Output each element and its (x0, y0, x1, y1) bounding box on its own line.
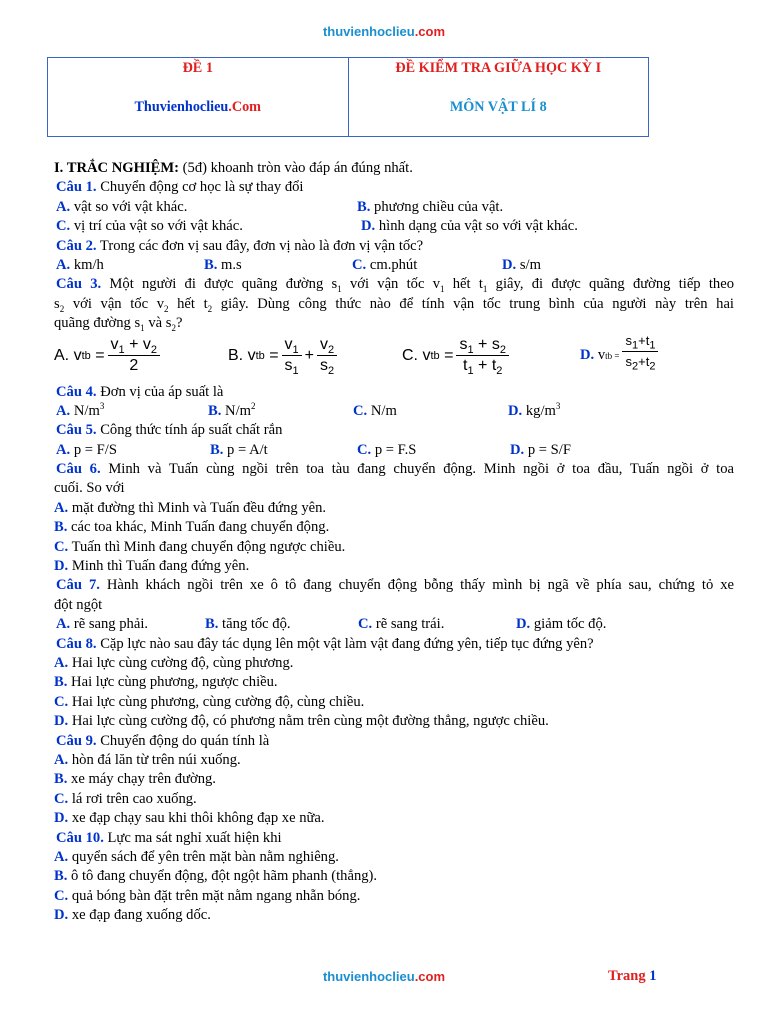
q3-text: với vận tốc v (64, 295, 164, 312)
option-label: B. (54, 519, 68, 536)
var: s (625, 354, 632, 370)
option-c[interactable] (54, 790, 734, 809)
section-heading: I. TRẮC NGHIỆM: (54, 160, 180, 176)
option-text: xe đạp chạy sau khi thôi không đạp xe nữa. (71, 810, 325, 827)
q3-text: với vận tốc v (341, 276, 440, 293)
option-text: ô tô đang chuyển động, đột ngột hãm phanh (thẳng). (71, 868, 378, 885)
option-label: D. (516, 616, 531, 633)
question-3-line2 (54, 295, 734, 314)
option-b[interactable] (54, 673, 734, 692)
sub: 2 (59, 303, 65, 314)
option-text: rẽ sang trái. (375, 616, 445, 633)
option-label: C. (352, 256, 367, 273)
sub: 2 (499, 344, 506, 357)
question-text: Đơn vị của áp suất là (96, 383, 224, 400)
option-label: D. (361, 218, 376, 235)
option-label: B. (54, 771, 68, 788)
option-text: hình dạng của vật so với vật khác. (378, 218, 578, 235)
option-text: xe đạp đang xuống dốc. (71, 907, 211, 924)
q3-text: và s (144, 315, 172, 332)
fraction (317, 335, 337, 376)
header-right-cell (348, 58, 649, 136)
option-b[interactable] (54, 867, 734, 886)
option-text: lá rơi trên cao xuống. (71, 790, 197, 807)
option-label: D. (580, 347, 595, 364)
option-text: p = A/t (227, 441, 268, 458)
option-label: D. (54, 810, 69, 827)
question-label: Câu 2. (56, 237, 97, 254)
question-6-line1 (54, 460, 734, 479)
option-a[interactable] (54, 848, 734, 867)
option-text: Minh thì Tuấn đang đứng yên. (71, 558, 250, 575)
q3-text: giây, đi được quãng đường tiếp theo (487, 276, 734, 293)
page-number (608, 968, 656, 985)
option-b[interactable] (210, 441, 268, 460)
option-c[interactable] (353, 402, 397, 421)
page-num: 1 (649, 968, 657, 984)
q3-text: s (54, 295, 60, 312)
option-text: rẽ sang phải. (73, 616, 149, 633)
question-text: Trong các đơn vị sau đây, đơn vị nào là đơn vị vận tốc? (96, 237, 424, 254)
question-3-line1 (54, 275, 734, 294)
formula-label: A. v (54, 346, 82, 364)
option-label: B. (204, 256, 218, 273)
option-d[interactable] (516, 615, 606, 634)
option-b[interactable] (54, 518, 734, 537)
option-text: xe máy chạy trên đường. (71, 771, 216, 788)
question-text: cuối. So với (54, 480, 125, 497)
option-text: vật so với vật khác. (73, 198, 188, 215)
option-label: B. (54, 868, 68, 885)
q3-text: Một người đi được quãng đường s (101, 276, 338, 293)
var: s (625, 333, 632, 349)
sub: 1 (292, 365, 299, 378)
option-label: A. (54, 499, 69, 516)
question-5 (54, 421, 734, 440)
option-d[interactable] (508, 402, 560, 421)
question-8 (54, 635, 734, 654)
sub: 1 (482, 284, 488, 295)
sub: 1 (140, 323, 145, 334)
option-d[interactable] (361, 217, 578, 236)
option-a[interactable] (56, 441, 117, 460)
site-header (0, 24, 768, 39)
sup: 3 (555, 401, 561, 412)
option-label: C. (54, 790, 69, 807)
option-text: m.s (221, 256, 242, 273)
option-label: D. (54, 713, 69, 730)
option-text: kg/m (525, 402, 556, 419)
option-label: C. (54, 693, 69, 710)
option-text: Hai lực cùng cường độ, cùng phương. (71, 654, 294, 671)
option-a[interactable] (56, 198, 187, 217)
option-label: C. (357, 441, 372, 458)
exam-title: ĐỀ KIỂM TRA GIỮA HỌC KỲ I (395, 60, 602, 76)
site-domain: .com (414, 24, 446, 39)
var: s (284, 357, 293, 375)
option-d[interactable] (510, 441, 571, 460)
option-b[interactable] (208, 402, 256, 421)
option-text: N/m (73, 402, 100, 419)
option-text: cm.phút (369, 256, 418, 273)
q3-text: hết t (444, 276, 483, 293)
option-label: A. (54, 751, 69, 768)
site-name: thuvienhoclieu (322, 969, 415, 984)
option-label: D. (502, 256, 517, 273)
section-title (54, 159, 734, 178)
option-text: giảm tốc độ. (533, 616, 607, 633)
option-d[interactable] (54, 809, 734, 828)
option-label: B. (205, 616, 219, 633)
option-text: p = F/S (73, 441, 117, 458)
sup: 3 (99, 401, 105, 412)
question-6-line2 (54, 479, 734, 498)
plus: + (129, 336, 139, 354)
formula-label: C. v (402, 346, 431, 364)
var: s (491, 336, 500, 354)
var: t (645, 333, 650, 349)
q4-options (54, 402, 734, 421)
brand (48, 99, 348, 116)
header-left-cell (48, 58, 348, 136)
fraction (282, 335, 302, 376)
option-text: km/h (73, 256, 104, 273)
q3-text: ? (175, 315, 183, 332)
denominator: 2 (129, 357, 139, 375)
question-text: Chuyển động do quán tính là (96, 732, 270, 749)
option-a[interactable] (56, 615, 148, 634)
option-c[interactable] (357, 441, 416, 460)
plus: + (478, 336, 488, 354)
page-word: Trang (608, 968, 646, 984)
question-4 (54, 383, 734, 402)
option-text: hòn đá lăn từ trên núi xuống. (71, 751, 241, 768)
option-label: C. (358, 616, 373, 633)
brand-name: Thuvienhoclieu (134, 99, 229, 115)
sub: 2 (150, 344, 158, 357)
sub: 2 (496, 365, 503, 378)
option-text: quả bóng bàn đặt trên mặt nằm ngang nhẵn bóng. (71, 887, 361, 904)
option-text: Hai lực cùng phương, cùng cường độ, cùng chiều. (71, 693, 365, 710)
question-text: Cặp lực nào sau đây tác dụng lên một vật làm vật đang đứng yên, tiếp tục đứng yên? (96, 635, 594, 652)
option-b[interactable] (54, 770, 734, 789)
site-domain: .com (414, 969, 446, 984)
formula-a[interactable]: A. v tb = $\frac{v_1 + v_2}{2}$ (54, 334, 163, 378)
exam-content (54, 159, 734, 925)
option-label: B. (208, 402, 222, 419)
option-c[interactable] (352, 256, 417, 275)
var: v (597, 347, 606, 364)
question-label: Câu 1. (56, 179, 97, 196)
var: v (284, 336, 293, 354)
formula-b[interactable]: B. v tb = $\frac{v_1}{s_1}$ + $\frac{v_2}{s_2}$ (228, 334, 340, 378)
option-a[interactable] (54, 654, 734, 673)
var: v (110, 336, 119, 354)
option-label: C. (54, 538, 69, 555)
question-label: Câu 5. (56, 422, 97, 439)
option-label: C. (54, 887, 69, 904)
option-d[interactable] (54, 712, 734, 731)
fraction (456, 335, 509, 376)
option-text: quyển sách để yên trên mặt bàn nằm nghiêng. (71, 848, 339, 865)
formula-label: B. v (228, 346, 256, 364)
sub: 1 (337, 284, 342, 295)
option-label: B. (210, 441, 224, 458)
var: v (142, 336, 151, 354)
q7-options (54, 615, 734, 634)
option-b[interactable] (204, 256, 242, 275)
brand-domain: .Com (228, 99, 262, 115)
var: s (459, 336, 468, 354)
option-b[interactable] (357, 198, 503, 217)
fraction (108, 335, 161, 376)
option-a[interactable] (54, 499, 734, 518)
equals: = (269, 346, 279, 364)
sub: 2 (649, 360, 656, 373)
q3-text: giây. Dùng công thức nào để tính vận tốc trung bình của người này trên hai (212, 295, 734, 312)
option-label: A. (56, 402, 71, 419)
option-c[interactable] (54, 693, 734, 712)
option-label: C. (353, 402, 368, 419)
question-text: đột ngột (54, 596, 103, 613)
site-name: thuvienhoclieu (322, 24, 415, 39)
equals: = (444, 346, 454, 364)
question-1 (54, 178, 734, 197)
question-text: Công thức tính áp suất chất rắn (96, 422, 283, 439)
var: v (320, 336, 329, 354)
q3-text: hết t (168, 295, 208, 312)
sub: 1 (292, 344, 299, 357)
question-label: Câu 8. (56, 635, 97, 652)
sub: 1 (467, 365, 474, 378)
sub: 2 (207, 303, 213, 314)
section-note: (5đ) khoanh tròn vào đáp án đúng nhất. (179, 160, 413, 176)
sub: 1 (440, 284, 445, 295)
var: s (320, 357, 329, 375)
option-text: s/m (519, 256, 541, 273)
question-7-line2 (54, 596, 734, 615)
option-label: A. (54, 654, 69, 671)
exam-subject: MÔN VẬT LÍ 8 (449, 99, 547, 115)
q1-options-row1 (54, 198, 734, 217)
sub: 2 (328, 344, 335, 357)
question-label: Câu 4. (56, 383, 97, 400)
option-label: A. (56, 616, 71, 633)
sub: 1 (631, 339, 639, 352)
option-text: phương chiều của vật. (374, 198, 504, 215)
exam-number: ĐỀ 1 (182, 60, 213, 76)
header-table (47, 57, 649, 137)
option-label: A. (54, 848, 69, 865)
var: t (462, 357, 468, 375)
option-a[interactable] (56, 256, 104, 275)
option-label: B. (357, 198, 371, 215)
option-text: Hai lực cùng phương, ngược chiều. (71, 674, 278, 691)
option-label: A. (56, 441, 71, 458)
option-c[interactable] (56, 217, 243, 236)
option-d[interactable] (54, 906, 734, 925)
question-9 (54, 732, 734, 751)
option-label: D. (54, 907, 69, 924)
option-text: vị trí của vật so với vật khác. (73, 218, 243, 235)
option-c[interactable] (54, 538, 734, 557)
question-2 (54, 237, 734, 256)
option-label: A. (56, 256, 71, 273)
question-text: Minh và Tuấn cùng ngồi trên toa tàu đang chuyển động. Minh ngồi ở toa đầu, Tuấn ngồi ở toa (100, 461, 734, 478)
question-7-line1 (54, 576, 734, 595)
equals: = (95, 346, 105, 364)
formula-d[interactable]: D. v tb = $\frac{s_1+t_1}{s_2+t_2}$ (580, 334, 661, 378)
sub: 1 (118, 344, 125, 357)
q3-formula-options (54, 334, 734, 383)
sub: 2 (328, 365, 335, 378)
question-text: Lực ma sát nghỉ xuất hiện khi (103, 829, 282, 846)
option-d[interactable] (54, 557, 734, 576)
question-10 (54, 829, 734, 848)
option-a[interactable] (56, 402, 104, 421)
option-label: C. (56, 218, 71, 235)
option-text: N/m (225, 402, 251, 419)
option-text: tăng tốc độ. (222, 616, 291, 633)
var: t (491, 357, 497, 375)
option-b[interactable] (205, 615, 291, 634)
plus: + (638, 333, 646, 349)
question-label: Câu 6. (56, 461, 101, 478)
sup: 2 (251, 401, 256, 412)
option-text: mặt đường thì Minh và Tuấn đều đứng yên. (71, 499, 327, 516)
option-text: N/m (370, 402, 397, 419)
question-label: Câu 3. (56, 276, 102, 293)
plus: + (304, 346, 315, 364)
sub: 2 (631, 360, 639, 373)
option-a[interactable] (54, 751, 734, 770)
sub: 2 (164, 303, 169, 314)
q2-options (54, 256, 734, 275)
question-label: Câu 9. (56, 732, 97, 749)
option-c[interactable] (54, 887, 734, 906)
sub: 2 (171, 323, 176, 334)
option-text: Tuấn thì Minh đang chuyển động ngược chiều. (71, 538, 346, 555)
option-text: Hai lực cùng cường độ, có phương nằm trên cùng một đường thẳng, ngược chiều. (71, 713, 549, 730)
q1-options-row2 (54, 217, 734, 236)
formula-c[interactable]: C. v tb = $\frac{s_1 + s_2}{t_1 + t_2}$ (402, 334, 512, 378)
fraction (622, 331, 658, 372)
sub: 1 (467, 344, 474, 357)
option-d[interactable] (502, 256, 541, 275)
option-label: B. (54, 674, 68, 691)
question-text: Chuyển động cơ học là sự thay đổi (96, 179, 304, 196)
option-text: các toa khác, Minh Tuấn đang chuyển động. (71, 519, 330, 536)
option-text: p = F.S (374, 441, 417, 458)
q3-text: quãng đường s (54, 315, 141, 332)
option-label: D. (54, 558, 69, 575)
q5-options (54, 441, 734, 460)
plus: + (638, 354, 646, 370)
option-label: A. (56, 198, 71, 215)
plus: + (478, 357, 488, 375)
option-label: D. (510, 441, 525, 458)
question-label: Câu 10. (56, 829, 104, 846)
option-text: p = S/F (527, 441, 571, 458)
sub: 1 (649, 339, 656, 352)
question-label: Câu 7. (56, 577, 100, 594)
option-label: D. (508, 402, 523, 419)
var: t (645, 354, 650, 370)
option-c[interactable] (358, 615, 444, 634)
question-text: Hành khách ngồi trên xe ô tô đang chuyển động bỗng thấy mình bị ngã về phía sau, chứng tỏ xe (99, 577, 735, 594)
